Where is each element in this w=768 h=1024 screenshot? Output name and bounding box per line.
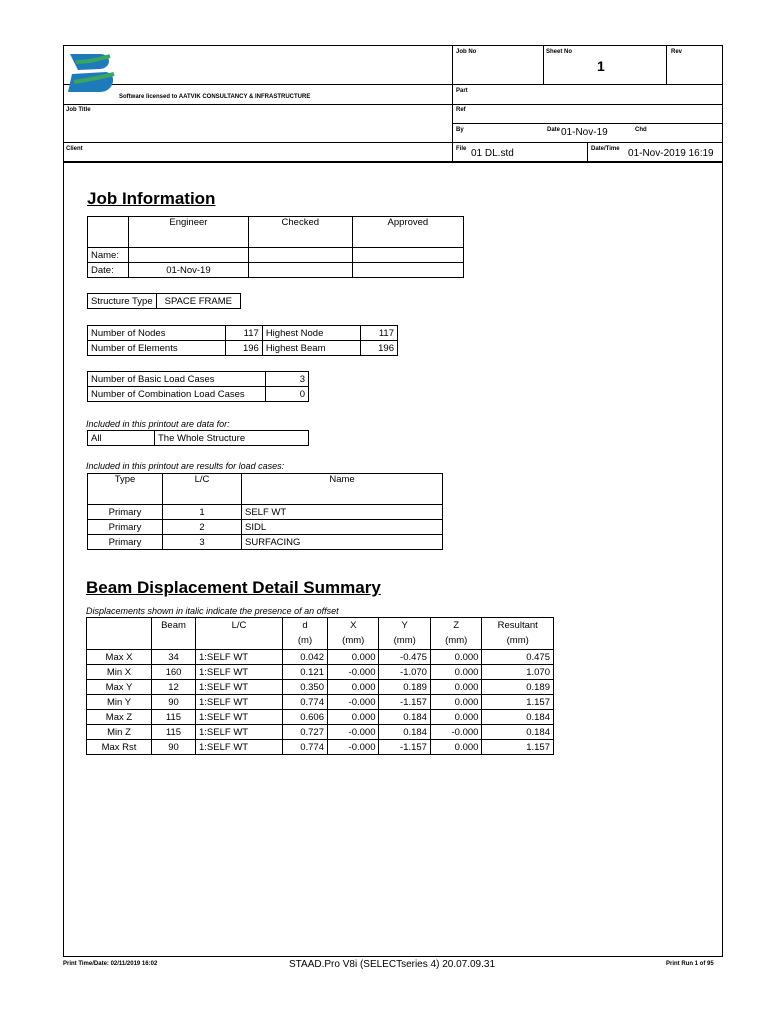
disp-cell: 115 bbox=[152, 725, 196, 740]
included-results-note: Included in this printout are results for load cases: bbox=[86, 461, 285, 471]
disp-cell: 0.121 bbox=[283, 665, 328, 680]
disp-cell: 0.774 bbox=[283, 695, 328, 710]
lc-type: Primary bbox=[88, 505, 163, 520]
disp-header bbox=[87, 618, 152, 633]
disp-cell: 0.350 bbox=[283, 680, 328, 695]
table-row bbox=[87, 695, 554, 710]
program-version: STAAD.Pro V8i (SELECTseries 4) 20.07.09.31 bbox=[289, 959, 496, 970]
disp-cell: -0.000 bbox=[430, 725, 481, 740]
lc-number: 2 bbox=[163, 520, 242, 535]
disp-cell: -1.070 bbox=[379, 665, 430, 680]
sheet-no-value: 1 bbox=[597, 58, 605, 74]
beam-displacement-title: Beam Displacement Detail Summary bbox=[86, 578, 381, 597]
included-data-note: Included in this printout are data for: bbox=[86, 419, 230, 429]
col-engineer: Engineer bbox=[129, 217, 249, 248]
disp-unit: (mm) bbox=[328, 632, 379, 650]
disp-cell: 12 bbox=[152, 680, 196, 695]
datetime-label: Date/Time bbox=[591, 146, 620, 152]
disp-header: L/C bbox=[196, 618, 283, 633]
lc-header-name: Name bbox=[242, 474, 443, 505]
name-label: Name: bbox=[88, 248, 129, 263]
disp-cell: 1.157 bbox=[482, 695, 554, 710]
job-title-label: Job Title bbox=[66, 107, 91, 113]
disp-cell: 90 bbox=[152, 695, 196, 710]
table-row bbox=[88, 520, 443, 535]
nodes-value: 117 bbox=[225, 326, 262, 341]
disp-cell: 0.000 bbox=[430, 710, 481, 725]
header-divider bbox=[453, 123, 723, 124]
disp-cell: 0.000 bbox=[430, 740, 481, 755]
disp-unit: (mm) bbox=[482, 632, 554, 650]
included-all: All bbox=[88, 431, 155, 446]
table-row bbox=[88, 535, 443, 550]
lc-name: SIDL bbox=[242, 520, 443, 535]
lc-type: Primary bbox=[88, 535, 163, 550]
disp-cell: 0.000 bbox=[430, 680, 481, 695]
disp-cell: 1.070 bbox=[482, 665, 554, 680]
offset-note: Displacements shown in italic indicate the presence of an offset bbox=[86, 606, 339, 616]
col-checked: Checked bbox=[248, 217, 352, 248]
disp-cell: 1:SELF WT bbox=[196, 665, 283, 680]
disp-cell: 1.157 bbox=[482, 740, 554, 755]
disp-header: Beam bbox=[152, 618, 196, 633]
disp-cell: Max X bbox=[87, 650, 152, 665]
disp-cell: 0.184 bbox=[482, 710, 554, 725]
header-divider bbox=[63, 142, 723, 143]
disp-cell: -0.000 bbox=[328, 740, 379, 755]
date-value: 01-Nov-19 bbox=[561, 127, 608, 138]
disp-cell: 0.000 bbox=[328, 680, 379, 695]
header-divider bbox=[543, 45, 544, 85]
disp-cell: 0.184 bbox=[379, 725, 430, 740]
table-row bbox=[87, 740, 554, 755]
disp-cell: 1:SELF WT bbox=[196, 740, 283, 755]
highest-node-label: Highest Node bbox=[262, 326, 360, 341]
disp-cell: 0.000 bbox=[328, 650, 379, 665]
included-whole: The Whole Structure bbox=[155, 431, 309, 446]
print-run: Print Run 1 of 95 bbox=[666, 961, 714, 967]
comb-lc-value: 0 bbox=[266, 387, 309, 402]
lc-number: 3 bbox=[163, 535, 242, 550]
disp-cell: 160 bbox=[152, 665, 196, 680]
lc-header-type: Type bbox=[88, 474, 163, 505]
nodes-label: Number of Nodes bbox=[88, 326, 226, 341]
disp-cell: Min X bbox=[87, 665, 152, 680]
disp-cell: 1:SELF WT bbox=[196, 695, 283, 710]
disp-cell: -0.000 bbox=[328, 695, 379, 710]
chd-label: Chd bbox=[635, 127, 647, 133]
disp-cell: 0.189 bbox=[482, 680, 554, 695]
disp-header: Resultant bbox=[482, 618, 554, 633]
disp-unit bbox=[152, 632, 196, 650]
included-data-table bbox=[87, 430, 309, 446]
table-row bbox=[87, 650, 554, 665]
disp-cell: -0.000 bbox=[328, 665, 379, 680]
disp-cell: Max Y bbox=[87, 680, 152, 695]
disp-cell: 0.184 bbox=[379, 710, 430, 725]
disp-cell: 0.189 bbox=[379, 680, 430, 695]
disp-cell: 0.184 bbox=[482, 725, 554, 740]
disp-cell: -0.475 bbox=[379, 650, 430, 665]
job-no-label: Job No bbox=[456, 49, 477, 55]
structure-type-label: Structure Type bbox=[88, 294, 157, 309]
disp-cell: 0.000 bbox=[430, 695, 481, 710]
disp-cell: Max Z bbox=[87, 710, 152, 725]
disp-cell: 0.475 bbox=[482, 650, 554, 665]
part-label: Part bbox=[456, 88, 468, 94]
disp-unit: (mm) bbox=[379, 632, 430, 650]
header-divider bbox=[63, 84, 723, 85]
lc-header-lc: L/C bbox=[163, 474, 242, 505]
lc-type: Primary bbox=[88, 520, 163, 535]
engineer-date: 01-Nov-19 bbox=[129, 263, 249, 278]
table-row bbox=[87, 680, 554, 695]
load-case-count-table bbox=[87, 371, 309, 402]
job-information-title: Job Information bbox=[87, 189, 216, 208]
disp-cell: 0.000 bbox=[328, 710, 379, 725]
by-label: By bbox=[456, 127, 464, 133]
disp-cell: 0.727 bbox=[283, 725, 328, 740]
disp-cell: Min Y bbox=[87, 695, 152, 710]
disp-cell: 34 bbox=[152, 650, 196, 665]
disp-header: X bbox=[328, 618, 379, 633]
sheet-no-label: Sheet No bbox=[546, 49, 573, 55]
disp-unit: (m) bbox=[283, 632, 328, 650]
disp-cell: -1.157 bbox=[379, 695, 430, 710]
disp-cell: 0.000 bbox=[430, 665, 481, 680]
disp-unit bbox=[196, 632, 283, 650]
basic-lc-label: Number of Basic Load Cases bbox=[88, 372, 266, 387]
date-row-label: Date: bbox=[88, 263, 129, 278]
signoff-table bbox=[87, 216, 464, 278]
header-divider bbox=[452, 45, 453, 162]
disp-cell: 115 bbox=[152, 710, 196, 725]
disp-cell: 90 bbox=[152, 740, 196, 755]
datetime-value: 01-Nov-2019 16:19 bbox=[628, 148, 714, 159]
elements-label: Number of Elements bbox=[88, 341, 226, 356]
disp-cell: 0.042 bbox=[283, 650, 328, 665]
disp-cell: 1:SELF WT bbox=[196, 680, 283, 695]
disp-cell: 0.000 bbox=[430, 650, 481, 665]
disp-cell: -0.000 bbox=[328, 725, 379, 740]
client-label: Client bbox=[66, 146, 83, 152]
comb-lc-label: Number of Combination Load Cases bbox=[88, 387, 266, 402]
ref-label: Ref bbox=[456, 107, 466, 113]
displacement-table bbox=[86, 617, 554, 755]
header-divider bbox=[63, 104, 723, 105]
nodes-elements-table bbox=[87, 325, 398, 356]
disp-cell: 0.606 bbox=[283, 710, 328, 725]
table-row bbox=[87, 665, 554, 680]
disp-unit bbox=[87, 632, 152, 650]
disp-unit: (mm) bbox=[430, 632, 481, 650]
disp-header: Z bbox=[430, 618, 481, 633]
lc-name: SELF WT bbox=[242, 505, 443, 520]
print-time: Print Time/Date: 02/11/2019 16:02 bbox=[63, 961, 158, 967]
highest-beam-label: Highest Beam bbox=[262, 341, 360, 356]
disp-cell: 1:SELF WT bbox=[196, 710, 283, 725]
disp-cell: Max Rst bbox=[87, 740, 152, 755]
header-divider bbox=[666, 45, 667, 85]
file-value: 01 DL.std bbox=[471, 148, 514, 159]
date-label: Date bbox=[547, 127, 561, 133]
bentley-logo bbox=[66, 48, 118, 96]
file-label: File bbox=[456, 146, 467, 152]
displacement-rows bbox=[87, 650, 554, 755]
disp-header: d bbox=[283, 618, 328, 633]
highest-beam-value: 196 bbox=[361, 341, 398, 356]
basic-lc-value: 3 bbox=[266, 372, 309, 387]
structure-type-value: SPACE FRAME bbox=[156, 294, 240, 309]
elements-value: 196 bbox=[225, 341, 262, 356]
header-divider bbox=[587, 142, 588, 162]
disp-cell: 0.774 bbox=[283, 740, 328, 755]
lc-name: SURFACING bbox=[242, 535, 443, 550]
disp-cell: 1:SELF WT bbox=[196, 650, 283, 665]
table-row bbox=[87, 710, 554, 725]
table-row bbox=[87, 725, 554, 740]
disp-cell: 1:SELF WT bbox=[196, 725, 283, 740]
col-approved: Approved bbox=[352, 217, 463, 248]
lc-number: 1 bbox=[163, 505, 242, 520]
load-cases-table bbox=[87, 473, 443, 550]
header-bottom-rule bbox=[63, 161, 723, 163]
structure-type-table bbox=[87, 293, 241, 309]
disp-cell: Min Z bbox=[87, 725, 152, 740]
highest-node-value: 117 bbox=[361, 326, 398, 341]
license-text: Software licensed to AATVIK CONSULTANCY & INFRASTRUCTURE bbox=[119, 94, 311, 100]
rev-label: Rev bbox=[671, 49, 683, 55]
disp-header: Y bbox=[379, 618, 430, 633]
disp-cell: -1.157 bbox=[379, 740, 430, 755]
table-row bbox=[88, 505, 443, 520]
